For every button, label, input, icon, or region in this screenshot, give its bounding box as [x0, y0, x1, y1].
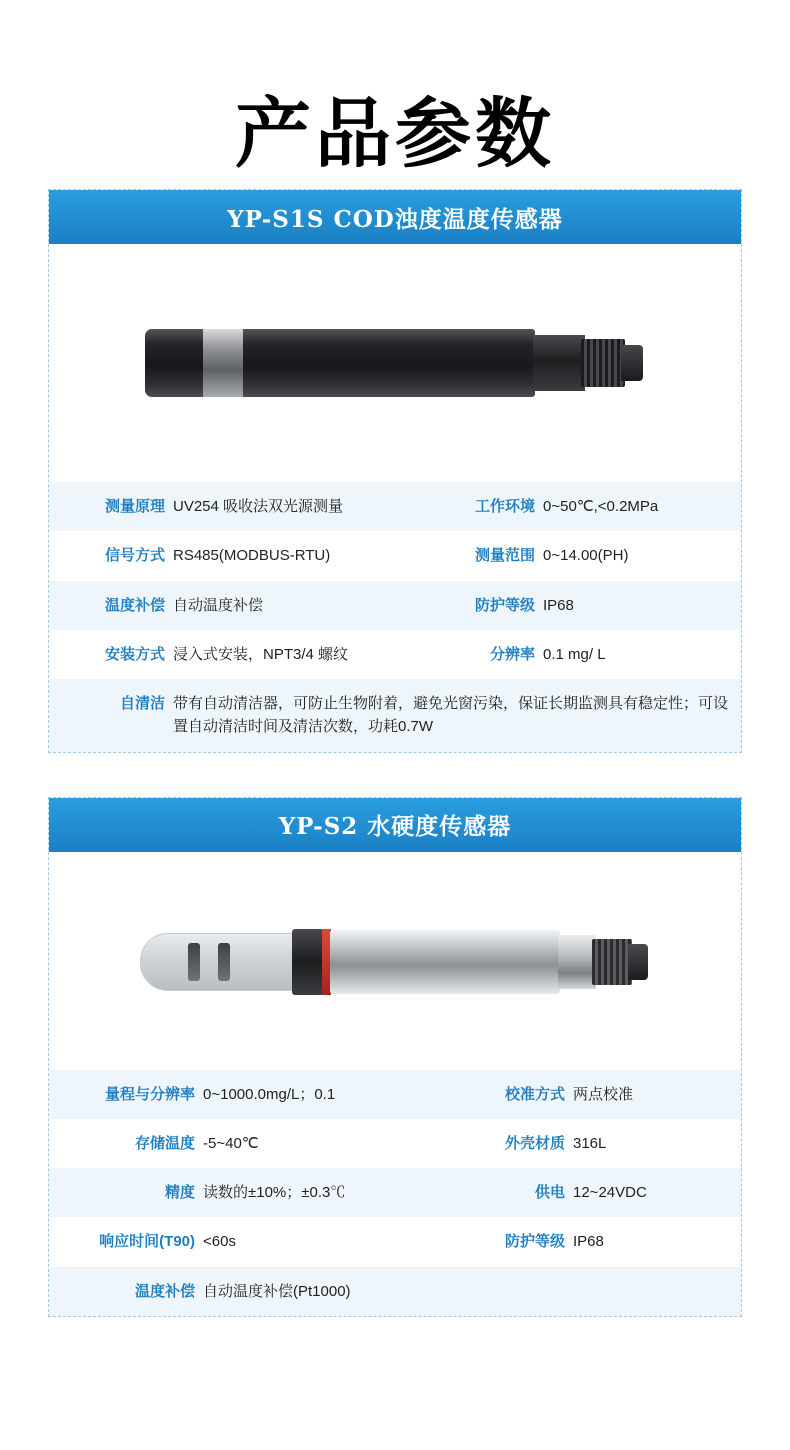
- table-row: [49, 1070, 741, 1119]
- product-1-image: [49, 244, 741, 482]
- water-hardness-sensor-photo: [140, 919, 650, 1003]
- sensor-electrode-a: [188, 943, 200, 981]
- spec-value: 316L: [573, 1134, 607, 1152]
- spec-label: 测量范围: [474, 547, 535, 565]
- spec-value: 自动温度补偿: [173, 596, 264, 614]
- table-row: [49, 482, 741, 531]
- spec-value: 两点校准: [573, 1085, 634, 1103]
- spec-value: 自动温度补偿(Pt1000): [203, 1282, 351, 1300]
- cod-turbidity-temperature-sensor-photo: [145, 321, 645, 405]
- spec-value: 0~1000.0mg/L；0.1: [203, 1085, 336, 1103]
- table-row: [49, 1168, 741, 1217]
- sensor-connector-cap: [628, 944, 648, 980]
- spec-label: 测量原理: [104, 498, 165, 516]
- spec-value: 0~50℃,<0.2MPa: [543, 498, 659, 516]
- sensor-thread: [581, 339, 625, 387]
- spec-label: 供电: [534, 1184, 565, 1202]
- sensor-neck: [533, 335, 585, 391]
- spec-value: 0~14.00(PH): [543, 547, 629, 565]
- table-row-full: [49, 1267, 741, 1316]
- sensor-connector-cap: [621, 345, 643, 381]
- product-card-1: [48, 189, 742, 753]
- spec-value: IP68: [573, 1233, 604, 1251]
- sensor-steel-barrel: [330, 930, 560, 994]
- spec-value: 带有自动清洁器，可防止生物附着，避免光窗污染，保证长期监测具有稳定性；可设置自动清洁时间及清洁次数，功耗0.7W: [173, 695, 729, 736]
- sensor-metal-ring: [203, 329, 243, 397]
- spec-value: -5~40℃: [203, 1134, 259, 1152]
- spec-value: UV254 吸收法双光源测量: [173, 498, 344, 516]
- spec-label: 响应时间(T90): [99, 1233, 195, 1251]
- product-2-image: [49, 852, 741, 1070]
- spec-label: 校准方式: [504, 1085, 565, 1103]
- product-2-spec-table: [49, 1070, 741, 1316]
- spec-label: 分辨率: [489, 645, 535, 663]
- spec-value: 读数的±10%；±0.3℃: [203, 1184, 346, 1202]
- sensor-collar: [292, 929, 324, 995]
- table-row: [49, 581, 741, 630]
- sensor-electrode-b: [218, 943, 230, 981]
- spec-label: 量程与分辨率: [104, 1085, 195, 1103]
- table-row: [49, 531, 741, 580]
- product-1-header: YP-S1S COD浊度温度传感器: [49, 190, 741, 244]
- spec-label: 精度: [164, 1184, 195, 1202]
- spec-value: 浸入式安装，NPT3/4 螺纹: [173, 645, 349, 663]
- sensor-steel-neck: [558, 935, 596, 989]
- spec-value: IP68: [543, 596, 574, 614]
- spec-label: 安装方式: [104, 645, 165, 663]
- table-row: [49, 630, 741, 679]
- page-title: 产品参数: [235, 89, 555, 178]
- spec-label: 存储温度: [134, 1134, 195, 1152]
- spec-value: 12~24VDC: [573, 1184, 647, 1202]
- spec-value: RS485(MODBUS-RTU): [173, 547, 331, 565]
- spec-label: 温度补偿: [134, 1282, 195, 1300]
- table-row-full: [49, 679, 741, 752]
- spec-label: 温度补偿: [104, 596, 165, 614]
- spec-label: 防护等级: [504, 1233, 565, 1251]
- product-2-header: YP-S2 水硬度传感器: [49, 798, 741, 852]
- sensor-thread: [592, 939, 632, 985]
- product-1-spec-table: [49, 482, 741, 752]
- spec-label: 工作环境: [474, 498, 535, 516]
- spec-label: 外壳材质: [504, 1134, 565, 1152]
- product-card-2: [48, 797, 742, 1317]
- table-row: [49, 1119, 741, 1168]
- spec-label: 防护等级: [474, 596, 535, 614]
- spec-label: 信号方式: [104, 547, 165, 565]
- spec-value: 0.1 mg/ L: [543, 645, 606, 663]
- spec-value: <60s: [203, 1233, 236, 1251]
- spec-label: 自清洁: [119, 695, 165, 713]
- table-row: [49, 1217, 741, 1266]
